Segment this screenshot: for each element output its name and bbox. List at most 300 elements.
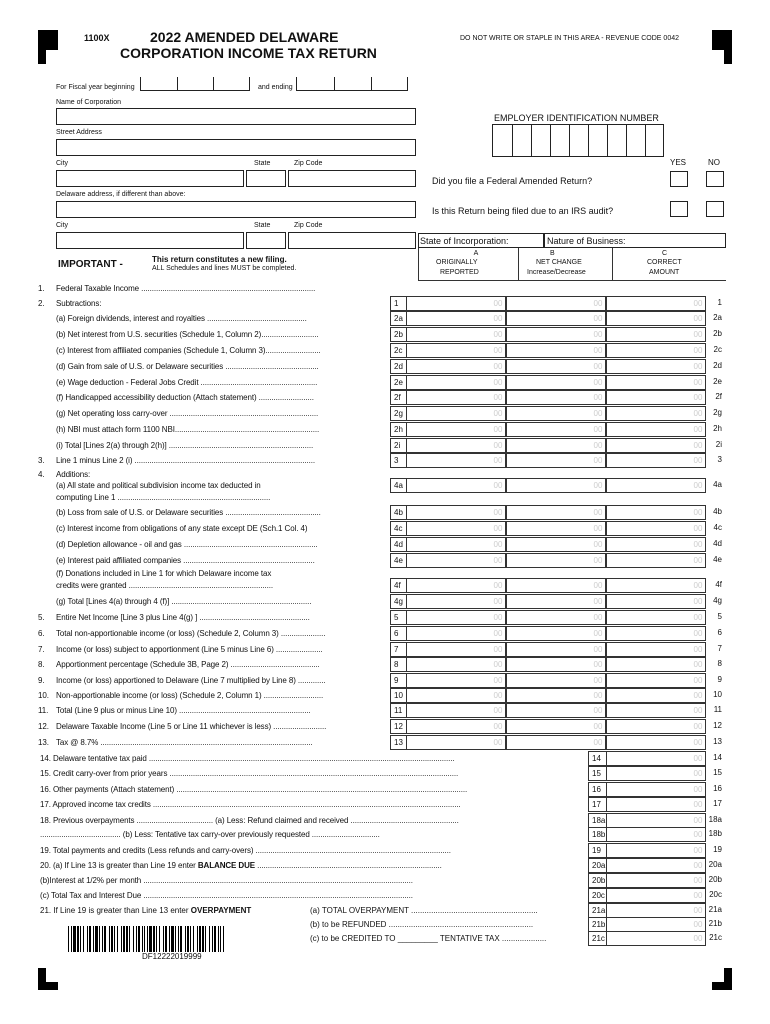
col-b-input[interactable] [506,594,606,609]
col-b-input[interactable] [506,359,606,374]
line-code-left: 20c [588,888,606,903]
cents-zero: 00 [493,738,503,747]
cents-zero: 00 [693,524,703,533]
line-text: (c) Interest from affiliated companies (Schedule 1, Column 3).......................... [56,346,321,355]
name-field[interactable] [56,108,416,125]
cents-zero: 00 [493,581,503,590]
zip2-field[interactable] [288,232,416,249]
barcode-bar [180,926,182,952]
line-code-left: 16 [588,782,606,797]
col-a-input[interactable] [406,359,506,374]
line-code-right: 16 [713,784,722,793]
cents-zero: 00 [693,378,703,387]
zip-field[interactable] [288,170,416,187]
line-text: credits were granted .................................................................... [56,581,273,590]
line-code-right: 15 [713,768,722,777]
line-number: 6. [38,629,45,638]
col-c-input[interactable] [606,375,706,390]
line-code-left: 17 [588,797,606,812]
cents-zero: 00 [593,581,603,590]
col-c-input[interactable] [606,873,706,888]
line-code-left: 14 [588,751,606,766]
line-code-left: 1 [390,296,406,311]
line-text: (a) All state and political subdivision income tax deducted in [56,481,261,490]
line-code-left: 2a [390,311,406,326]
barcode-bar [95,926,98,952]
line-code-right: 2e [713,377,722,386]
state2-field[interactable] [246,232,286,249]
irs-audit-no-checkbox[interactable] [706,201,724,217]
col-a-input[interactable] [406,478,506,493]
cents-zero: 00 [693,508,703,517]
barcode-bar [126,926,128,952]
line-code-right: 21c [709,933,722,942]
de-address-field[interactable] [56,201,416,218]
line-code-left: 9 [390,673,406,688]
form-title-line1: 2022 AMENDED DELAWARE [150,29,339,45]
col-c-input[interactable] [606,453,706,468]
barcode-bar [114,926,115,952]
col-c-input[interactable] [606,858,706,873]
col-a-label2: REPORTED [440,269,479,276]
cents-zero: 00 [593,378,603,387]
col-b-input[interactable] [506,537,606,552]
city2-field[interactable] [56,232,244,249]
city2-label: City [56,222,69,229]
cents-zero: 00 [493,314,503,323]
col-c-input[interactable] [606,359,706,374]
cents-zero: 00 [593,346,603,355]
line-code-right: 9 [717,675,722,684]
ein-field[interactable] [492,124,664,157]
cents-zero: 00 [593,425,603,434]
col-b-input[interactable] [506,343,606,358]
state-incorporation-label: State of Incorporation: [420,236,509,246]
line-code-right: 2a [713,313,722,322]
line-text: (c) Total Tax and Interest Due ............................................................................................................................... [40,891,413,900]
barcode-bar [193,926,194,952]
line-code-left: 10 [390,688,406,703]
cents-zero: 00 [593,524,603,533]
cents-zero: 00 [693,830,703,839]
barcode-bar [197,926,198,952]
cents-zero: 00 [493,706,503,715]
line-code-left: 2c [390,343,406,358]
line-text: Entire Net Income [Line 3 plus Line 4(g) ] .................................................... [56,613,310,622]
cents-zero: 00 [693,934,703,943]
line-number: 3. [38,456,45,465]
col-c-input[interactable] [606,719,706,734]
line-text: (e) Interest paid affiliated companies .............................................................. [56,556,315,565]
cents-zero: 00 [593,629,603,638]
form-code: 1100X [84,33,110,43]
col-divider [612,248,613,280]
col-c-input[interactable] [606,642,706,657]
line-code-left: 4c [390,521,406,536]
barcode-bar [209,926,210,952]
line-code-left: 21c [588,931,606,946]
state-field[interactable] [246,170,286,187]
line-code-left: 12 [390,719,406,734]
col-b-input[interactable] [506,375,606,390]
line-code-left: 13 [390,735,406,750]
col-a-input[interactable] [406,578,506,593]
fiscal-year-begin-field[interactable] [140,77,250,91]
cents-zero: 00 [693,691,703,700]
col-c-input[interactable] [606,797,706,812]
col-a-input[interactable] [406,343,506,358]
col-b-input[interactable] [506,390,606,405]
col-b-input[interactable] [506,438,606,453]
barcode-bar [223,926,224,952]
cents-zero: 00 [593,738,603,747]
cents-zero: 00 [493,508,503,517]
line-text: (g) Net operating loss carry-over ...................................................................... [56,409,319,418]
federal-amended-question: Did you file a Federal Amended Return? [432,176,593,186]
federal-amended-no-checkbox[interactable] [706,171,724,187]
col-c-input[interactable] [606,327,706,342]
col-b-input[interactable] [506,406,606,421]
cents-zero: 00 [593,540,603,549]
line-number: 7. [38,645,45,654]
col-b-input[interactable] [506,505,606,520]
line-text: (d) Gain from sale of U.S. or Delaware securities ............................................ [56,362,319,371]
line-code-right: 18a [708,815,722,824]
line-number: 8. [38,660,45,669]
col-a-input[interactable] [406,327,506,342]
line-number: 5. [38,613,45,622]
barcode-bar [123,926,125,952]
col-b-input[interactable] [506,422,606,437]
col-a-input[interactable] [406,553,506,568]
col-a-input[interactable] [406,673,506,688]
line-code-left: 21a [588,903,606,918]
line-code-left: 7 [390,642,406,657]
col-c-input[interactable] [606,782,706,797]
line-text: Total (Line 9 plus or minus Line 10) .............................................................. [56,706,311,715]
col-a-input[interactable] [406,657,506,672]
barcode-bar [159,926,160,952]
barcode-bar [102,926,103,952]
barcode-bar [136,926,137,952]
col-b-input[interactable] [506,688,606,703]
col-a-input[interactable] [406,406,506,421]
barcode-bar [144,926,145,952]
zip2-label: Zip Code [294,222,323,229]
col-c-input[interactable] [606,521,706,536]
line-text: 19. Total payments and credits (Less refunds and carry-overs) ............................................................................................ [40,846,451,855]
col-c-label2: AMOUNT [649,269,680,276]
cents-zero: 00 [693,629,703,638]
col-c-input[interactable] [606,766,706,781]
cents-zero: 00 [693,676,703,685]
col-c-input[interactable] [606,626,706,641]
important-label: IMPORTANT - [58,259,123,270]
cents-zero: 00 [593,706,603,715]
cents-zero: 00 [693,330,703,339]
col-c-input[interactable] [606,406,706,421]
line-text: 16. Other payments (Attach statement) ......................................................................................................................................... [40,785,468,794]
cents-zero: 00 [493,346,503,355]
col-c-input[interactable] [606,827,706,842]
line-code-right: 21b [708,919,722,928]
line-code-right: 4a [713,480,722,489]
col-b-input[interactable] [506,673,606,688]
line-code-right: 18b [708,829,722,838]
line-code-left: 2f [390,390,406,405]
col-b-input[interactable] [506,657,606,672]
federal-amended-yes-checkbox[interactable] [670,171,688,187]
line-number: 9. [38,676,45,685]
line-code-left: 18b [588,827,606,842]
line-code-left: 19 [588,843,606,858]
cents-zero: 00 [493,597,503,606]
col-a-input[interactable] [406,296,506,311]
line-number: 12. [38,722,49,731]
cents-zero: 00 [493,393,503,402]
col-b-input[interactable] [506,626,606,641]
important-schedules: ALL Schedules and lines MUST be completed. [152,265,297,272]
line-code-left: 6 [390,626,406,641]
registration-mark-bottom-left [38,982,58,990]
col-c-input[interactable] [606,610,706,625]
cents-zero: 00 [693,906,703,915]
barcode-bar [117,926,118,952]
col-b-input[interactable] [506,478,606,493]
line-code-right: 21a [708,905,722,914]
col-a-input[interactable] [406,311,506,326]
col-c-input[interactable] [606,903,706,918]
line-text: (i) Total [Lines 2(a) through 2(h)] .................................................................... [56,441,314,450]
col-a-input[interactable] [406,735,506,750]
line-text: (h) NBI must attach form 1100 NBI.................................................................... [56,425,320,434]
form-title-line2: CORPORATION INCOME TAX RETURN [120,45,377,61]
col-a-input[interactable] [406,390,506,405]
line21-label: 21. If Line 19 is greater than Line 13 enter OVERPAYMENT [40,906,252,915]
line-code-right: 13 [713,737,722,746]
line-text: Additions: [56,470,91,479]
line-code-right: 20a [708,860,722,869]
barcode-bar [68,926,69,952]
col-c-input[interactable] [606,343,706,358]
col-b-letter: B [550,250,555,257]
cents-zero: 00 [693,816,703,825]
col-c-input[interactable] [606,917,706,932]
irs-audit-yes-checkbox[interactable] [670,201,688,217]
line-text: Line 1 minus Line 2 (i) ..................................................................................... [56,456,315,465]
col-c-input[interactable] [606,422,706,437]
cents-zero: 00 [593,314,603,323]
line-code-right: 4f [715,580,722,589]
ein-label: EMPLOYER IDENTIFICATION NUMBER [494,113,659,123]
col-c-input[interactable] [606,296,706,311]
cents-zero: 00 [593,441,603,450]
line-code-left: 21b [588,917,606,932]
barcode-bar [214,926,216,952]
cents-zero: 00 [693,456,703,465]
line-text: 20. (a) If Line 13 is greater than Line 19 enter BALANCE DUE ....................................................................................... [40,861,442,870]
col-c-input[interactable] [606,390,706,405]
nature-business-label: Nature of Business: [547,236,626,246]
barcode-bar [138,926,140,952]
cents-zero: 00 [593,645,603,654]
col-c-input[interactable] [606,735,706,750]
cents-zero: 00 [493,330,503,339]
barcode-text: DF12222019999 [142,952,202,961]
col-b-input[interactable] [506,453,606,468]
cents-zero: 00 [693,785,703,794]
line-code-right: 4d [713,539,722,548]
cents-zero: 00 [693,597,703,606]
col-c-input[interactable] [606,594,706,609]
cents-zero: 00 [493,456,503,465]
col-a-input[interactable] [406,610,506,625]
cents-zero: 00 [493,425,503,434]
line-text: (b) Net interest from U.S. securities (Schedule 1, Column 2)........................... [56,330,319,339]
line-text: (d) Depletion allowance - oil and gas ............................................................... [56,540,318,549]
col-c-input[interactable] [606,657,706,672]
col-c-input[interactable] [606,688,706,703]
col-c-input[interactable] [606,505,706,520]
col-a-input[interactable] [406,626,506,641]
col-b-input[interactable] [506,553,606,568]
col-b-label2: Increase/Decrease [527,269,586,276]
cents-zero: 00 [493,540,503,549]
line-code-left: 2d [390,359,406,374]
line-code-right: 6 [717,628,722,637]
line-code-left: 4d [390,537,406,552]
col-b-input[interactable] [506,610,606,625]
col-c-input[interactable] [606,703,706,718]
line-code-left: 20a [588,858,606,873]
barcode-bar [93,926,94,952]
col-a-input[interactable] [406,422,506,437]
col-a-input[interactable] [406,594,506,609]
line-text: Total non-apportionable income (or loss) (Schedule 2, Column 3) ..................... [56,629,326,638]
barcode-bar [133,926,134,952]
cents-zero: 00 [693,362,703,371]
barcode-bar [178,926,179,952]
col-a-input[interactable] [406,453,506,468]
registration-mark-bottom-right [712,982,732,990]
col-c-input[interactable] [606,311,706,326]
col-b-input[interactable] [506,296,606,311]
line-code-right: 19 [713,845,722,854]
barcode-bar [109,926,110,952]
line-number: 1. [38,284,45,293]
col-b-input[interactable] [506,578,606,593]
cents-zero: 00 [693,846,703,855]
line-text: 15. Credit carry-over from prior years ........................................................................................................................................ [40,769,459,778]
line-code-left: 4g [390,594,406,609]
barcode-bar [165,926,167,952]
col-b-label1: NET CHANGE [536,259,582,266]
col-b-input[interactable] [506,311,606,326]
barcode-bar [171,926,174,952]
col-c-input[interactable] [606,888,706,903]
col-b-input[interactable] [506,719,606,734]
col-a-input[interactable] [406,505,506,520]
yes-label: YES [670,158,687,167]
cents-zero: 00 [693,299,703,308]
col-c-input[interactable] [606,813,706,828]
col-a-input[interactable] [406,642,506,657]
col-a-input[interactable] [406,438,506,453]
line-code-right: 8 [717,659,722,668]
line-code-left: 15 [588,766,606,781]
barcode-bar [218,926,219,952]
barcode-bar [99,926,100,952]
barcode-bar [175,926,176,952]
barcode-bar [163,926,164,952]
line-code-right: 12 [713,721,722,730]
col-b-input[interactable] [506,521,606,536]
line-code-right: 4g [713,596,722,605]
line-code-right: 2h [713,424,722,433]
col-c-input[interactable] [606,843,706,858]
barcode-bar [71,926,72,952]
cents-zero: 00 [693,556,703,565]
city-label: City [56,160,69,167]
cents-zero: 00 [593,393,603,402]
col-c-input[interactable] [606,751,706,766]
col-a-input[interactable] [406,688,506,703]
line-code-left: 4e [390,553,406,568]
col-b-input[interactable] [506,327,606,342]
col-c-input[interactable] [606,478,706,493]
col-a-input[interactable] [406,521,506,536]
state-label: State [254,160,271,167]
col-b-input[interactable] [506,642,606,657]
col-c-input[interactable] [606,673,706,688]
col-c-input[interactable] [606,553,706,568]
line-code-left: 2i [390,438,406,453]
barcode-bar [190,926,191,952]
city-field[interactable] [56,170,244,187]
line-code-right: 2c [713,345,722,354]
barcode-bar [73,926,76,952]
line-code-right: 11 [713,705,722,714]
col-b-input[interactable] [506,735,606,750]
line-text: (b) Loss from sale of U.S. or Delaware securities ............................................. [56,508,321,517]
cents-zero: 00 [493,722,503,731]
col-a-input[interactable] [406,375,506,390]
col-a-label1: ORIGINALLY [436,259,478,266]
barcode-bar [205,926,206,952]
barcode-bar [156,926,157,952]
col-a-input[interactable] [406,719,506,734]
col-c-input[interactable] [606,537,706,552]
col-b-input[interactable] [506,703,606,718]
line-code-left: 11 [390,703,406,718]
barcode-bar [169,926,170,952]
col-c-input[interactable] [606,438,706,453]
street-field[interactable] [56,139,416,156]
cents-zero: 00 [593,691,603,700]
line-text: computing Line 1 ........................................................................ [56,493,271,502]
cents-zero: 00 [593,676,603,685]
col-a-input[interactable] [406,537,506,552]
line-code-left: 3 [390,453,406,468]
cents-zero: 00 [693,613,703,622]
col-a-input[interactable] [406,703,506,718]
col-c-input[interactable] [606,931,706,946]
fiscal-year-end-field[interactable] [296,77,408,91]
line-text: 17. Approved income tax credits ................................................................................................................................................. [40,800,461,809]
line-code-left: 2g [390,406,406,421]
col-c-input[interactable] [606,578,706,593]
cents-zero: 00 [593,481,603,490]
